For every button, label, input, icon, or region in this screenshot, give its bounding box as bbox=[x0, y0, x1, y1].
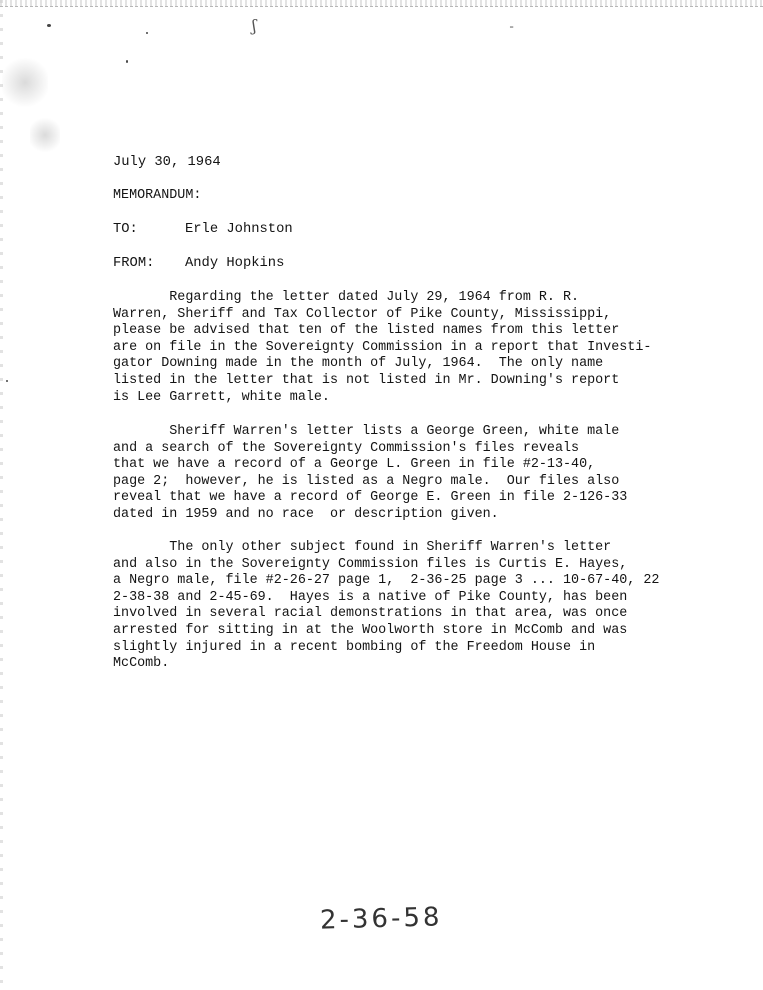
from-line bbox=[113, 256, 284, 271]
memo-paragraph: The only other subject found in Sheriff Warren's letter and also in the Sovereignty Commission files is Curtis E. Hayes, a Negro male, file #2-26-27 page 1, 2-36-25 page 3 ... 10-67-40, 22 2-38-38 and 2-45-69. Hayes is a native of Pike County, has been involved in several racial demonstrations in that area, was once arrested for sitting in at the Woolworth store in McComb and was slightly injured in a recent bombing of the Freedom House in McComb. bbox=[113, 540, 660, 672]
scan-left-edge bbox=[0, 0, 3, 990]
scan-smudge bbox=[2, 55, 48, 110]
pen-mark: ʃ bbox=[252, 16, 257, 35]
from-label: FROM: bbox=[113, 256, 155, 271]
scan-smudge bbox=[30, 115, 60, 155]
scan-speck bbox=[47, 24, 51, 27]
memo-heading: MEMORANDUM: bbox=[113, 188, 202, 203]
scan-speck bbox=[126, 60, 128, 63]
memo-paragraph: Regarding the letter dated July 29, 1964 from R. R. Warren, Sheriff and Tax Collector of Pike County, Mississippi, please be advised that ten of the listed names from this letter are on file in the Sovereignty Commission in a report that Investi- gator Downing made in the month of July, 1964. The only name listed in the letter that is not listed in Mr. Downing's report is Lee Garrett, white male. bbox=[113, 290, 652, 405]
tick-mark: - bbox=[508, 20, 516, 34]
to-value: Erle Johnston bbox=[185, 222, 293, 237]
handwritten-file-number: 2-36-58 bbox=[319, 902, 443, 936]
to-line bbox=[113, 222, 293, 237]
from-value: Andy Hopkins bbox=[185, 256, 285, 271]
scan-speck bbox=[6, 380, 8, 382]
scan-top-edge bbox=[0, 0, 763, 7]
scan-speck bbox=[146, 32, 148, 34]
memo-date: July 30, 1964 bbox=[113, 155, 221, 170]
to-label: TO: bbox=[113, 222, 138, 237]
memo-paragraph: Sheriff Warren's letter lists a George Green, white male and a search of the Sovereignty Commission's files reveals that we have a record of a George L. Green in file #2-13-40, page 2; however, he is listed as a Negro male. Our files also reveal that we have a record of George E. Green in file 2-126-33 dated in 1959 and no race or description given. bbox=[113, 424, 628, 522]
